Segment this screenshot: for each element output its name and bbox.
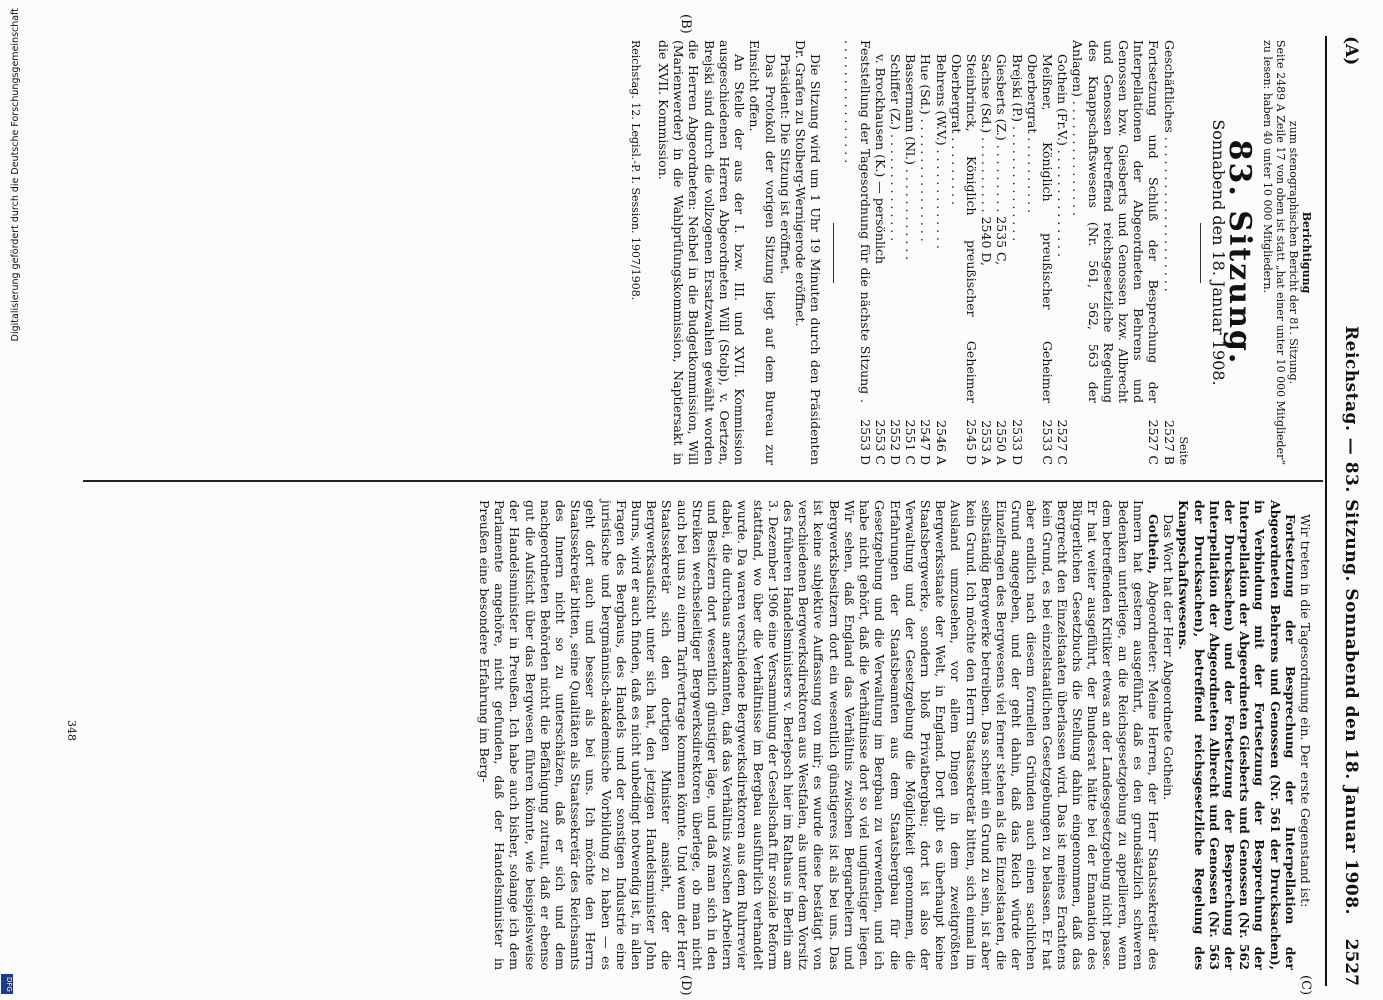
correction-title: Berichtigung xyxy=(1300,211,1313,294)
toc-row: v. Brockhausen (K.) — persönlich 2553 C xyxy=(872,54,888,465)
toc-row: Geschäftliches . . . . . . . . . . . . . . . . . . . . 2527 B xyxy=(1161,40,1177,465)
toc-row: Brejski (P.) . . . . . . . . . . . . . . . 2533 D xyxy=(1009,54,1025,465)
toc-row: Bassermann (Nl.) . . . . . . . . . . . . 2551 C xyxy=(903,54,919,465)
toc-row: Meißner, Königlich preußischer Geheimer Oberbergrat . . . . . . . . . . 2533 C xyxy=(1024,54,1055,465)
speaker-name: Gothein, xyxy=(1145,514,1161,575)
toc-row: Hue (Sd.) . . . . . . . . . . . . . . . . 2547 D xyxy=(918,54,934,465)
toc-row: Steinbrinck, Königlich preußischer Geheimer Oberbergrat . . . . . . . . . 2545 D xyxy=(948,54,979,465)
floor-given: Das Wort hat der Herr Abgeordnete Gothein. xyxy=(1161,514,1177,801)
page-header xyxy=(1333,36,1361,986)
footer-page-number: 348 xyxy=(65,720,78,741)
toc-row: Schiffer (Z.) . . . . . . . . . . . . . . 2552 D xyxy=(887,54,903,465)
column-divider xyxy=(83,480,1323,482)
margin-marker-c: (C) xyxy=(1298,975,1313,996)
table-of-contents xyxy=(842,40,1176,465)
margin-marker-d: (D) xyxy=(678,975,693,996)
margin-marker-b: (B) xyxy=(678,14,693,34)
correction-text: Seite 2489 A Zeile 17 von oben ist statt „hat einer unter 10 000 Mitglieder“ zu lesen: haben 40 unter 10 000 Mitgliedern. xyxy=(1261,40,1287,465)
opening-paragraph: Die Sitzung wird um 1 Uhr 19 Minuten durch den Präsidenten Dr. Grafen zu Stolberg-Wernigerode eröffnet. xyxy=(792,40,824,465)
agenda-intro: Wir treten in die Tagesordnung ein. Der erste Gegenstand ist: xyxy=(1298,514,1313,908)
short-rule xyxy=(833,223,834,283)
toc-row: Feststellung der Tagesordnung für die nächste Sitzung . . . . . . . . . . . . . . . . . 2553 D xyxy=(842,40,873,465)
toc-page-label: Seite xyxy=(1176,436,1190,465)
left-column xyxy=(629,40,1313,465)
speaker-role: Abgeordneter: xyxy=(1145,580,1161,673)
footer-legislature: Reichstag. 12. Legisl.-P. I. Session. 1907/1908. xyxy=(628,40,642,301)
commission-paragraph: An Stelle der aus der I. bzw. III. und XVII. Kommission ausgeschiedenen Herren Abgeordneten Will (Stolp), v. Oertzen, Brejski sind durch die vollzogenen Ersatzwahlen gewählt worden die Herren Abgeordneten: Nehbel in die Budgetkommission, Will (Marienwerder) in die Wahlprüfungskommission, Naptiersakt in die XVII. Kommission. xyxy=(656,40,748,465)
header-rule xyxy=(1325,36,1327,986)
president-statement: Präsident: Die Sitzung ist eröffnet. xyxy=(777,54,793,275)
speech-text: Meine Herren, der Herr Staatssekretär des Innern hat gestern ausgeführt, daß es den grundsätzlich schweren Bedenken unterliege, an die Reichsgesetzgebung zu appellieren, wenn dem betreffenden Kritiker etwas an der Landesgesetzgebung nicht passe. Er hat weiter ausgeführt, der Bundesrat hätte bei der Emanation des Bürgerlichen Gesetzbuchs die Stellung dahin eingenommen, daß das Bergrecht den Einzelstaaten überlassen wird. Das ist meines Erachtens kein Grund, es bei einzelstaatlichen Gesetzgebungen zu belassen. Er hat aber endlich nach diesem formellen Gründen auch einen sachlichen Grund angegeben, und der geht dahin, daß das Reich würde der Einzelfragen des Bergwesens viel ferner stehen als die Einzelstaaten, die selbständig Bergwerke betreiben. Das scheint ein Grund zu sein, ist aber kein Grund. Ich möchte den Herrn Staatssekretär bitten, sich einmal im Ausland umzusehen, vor allem Dingen in dem zweitgrößten Bergwerksstaate der Welt, in England. Dort gibt es überhaupt keine Staatsbergwerke, sondern bloß Privatbergbau; dort ist also der Verwaltung und der Gesetzgebung die Möglichkeit genommen, die Erfahrungen der Staatsbeamten aus dem Staatsbergbau für die Gesetzgebung und die Verwaltung im Bergbau zu verwenden, und ich habe nicht gehört, daß die Verhältnisse dort so viel ungünstiger liegen. Wir sehen, daß England das Verhältnis zwischen Bergarbeitern und Bergwerksbesitzern dort ein wesentlich günstigeres ist als bei uns. Das ist keine subjektive Auffassung von mir; es wurde diese bestätigt von verschiedenen Bergwerksdirektoren aus Westfalen, als unter dem Vorsitz des früheren Handelsministers v. Berlepsch hier im Rathaus in Berlin am 3. Dezember 1906 eine Versammlung der Gesellschaft für soziale Reform stattfand, wo über die Verhältnisse im Bergbau ausführlich verhandelt wurde. Da waren verschiedene Bergwerksdirektoren aus dem Ruhrrevier dabei, die durchaus anerkannten, daß das Verhältnis zwischen Arbeitern und Besitzern dort wesentlich günstiger läge, und daß man sich in den Streiken wechselseitiger Bergwerksdirektoren überlege, ob man nicht auch bei uns zu einem Tarifvertrage kommen könnte. Und wenn der Herr Staatssekretär sich den dortigen Minister ansieht, der die Bergwerksaufsicht unter sich hat, den jetzigen Handelsminister John Burns, wird er auch finden, daß es nicht unbedingt notwendig ist, in allen Fragen des Bergbaus, des Handels und der sonstigen Industrie eine juristische und bergmännisch-akademische Vorbildung zu haben — es geht dort auch und besser als bei uns. Ich möchte den Herrn Staatssekretär bitten, seine Qualitäten als Staatssekretär des Reichsamts des Innern nicht so zu unterschätzen, daß er sich und dem nachgeordneten Behörden nicht die Befähigung zutraut, daß er ebenso gut die Aufsicht über das Bergwesen führen könnte, wie beispielsweise der Handelsminister in Preußen. Ich habe auch bisher, solange ich dem Parlamente angehöre, nicht gefunden, daß der Handelsminister in Preußen eine besondere Erfahrung im Berg- xyxy=(477,500,1161,970)
dfg-logo: DFG xyxy=(1,974,13,994)
toc-row: Behrens (W.V.) . . . . . . . . . . . . . 2546 A xyxy=(933,54,949,465)
running-title: Reichstag. — 83. Sitzung. Sonnabend den 18. Januar 1908. xyxy=(1341,326,1361,915)
toc-row: Sachse (Sd.) . . . . . . . . . . 2540 D, 2553 A xyxy=(979,54,995,465)
correction-subtitle: zum stenographischen Bericht der 81. Sitzung. xyxy=(1287,120,1300,385)
toc-row: Fortsetzung und Schluß der Besprechung der Interpellationen der Abgeordneten Behrens und Genossen bzw. Giesberts und Genossen bzw. Albrecht und Genossen betreffend reichsgesetzliche Regelung des Knappschaftswesens (Nr. 561, 562, 563 der Anlagen) . . . . . . . . . . . . . . . 2527 C xyxy=(1070,40,1162,465)
page-number: 2527 xyxy=(1341,938,1361,986)
toc-row: Giesberts (Z.) . . . . . . . . . 2535 C, 2550 A xyxy=(994,54,1010,465)
agenda-item: Fortsetzung der Besprechung der Interpellation der Abgeordneten Behrens und Genossen (Nr. 561 der Drucksachen), in Verbindung mit der Fortsetzung der Besprechung der Interpellation der Abgeordneten Giesberts und Genossen (Nr. 562 der Drucksachen) und der Fortsetzung der Besprechung der Interpellation der Abgeordneten Albrecht und Genossen (Nr. 563 der Drucksachen), betreffend reichsgesetzliche Regelung des Knappschaftswesens. xyxy=(1176,500,1298,970)
session-date: Sonnabend den 18. Januar 1908. xyxy=(1208,119,1228,386)
short-rule xyxy=(1200,223,1201,283)
session-title: 83. Sitzung. xyxy=(1222,139,1257,366)
toc-row: Gothein (Fr.V.) . . . . . . . . . . . . . . 2527 C xyxy=(1055,54,1071,465)
digitization-note: Digitalisierung gefördert durch die Deutsche Forschungsgemeinschaft xyxy=(10,8,21,342)
margin-marker-a: (A) xyxy=(1341,36,1361,66)
protocol-paragraph: Das Protokoll der vorigen Sitzung liegt auf dem Bureau zur Einsicht offen. xyxy=(747,40,778,465)
right-column xyxy=(477,500,1313,970)
speech xyxy=(477,500,1161,970)
